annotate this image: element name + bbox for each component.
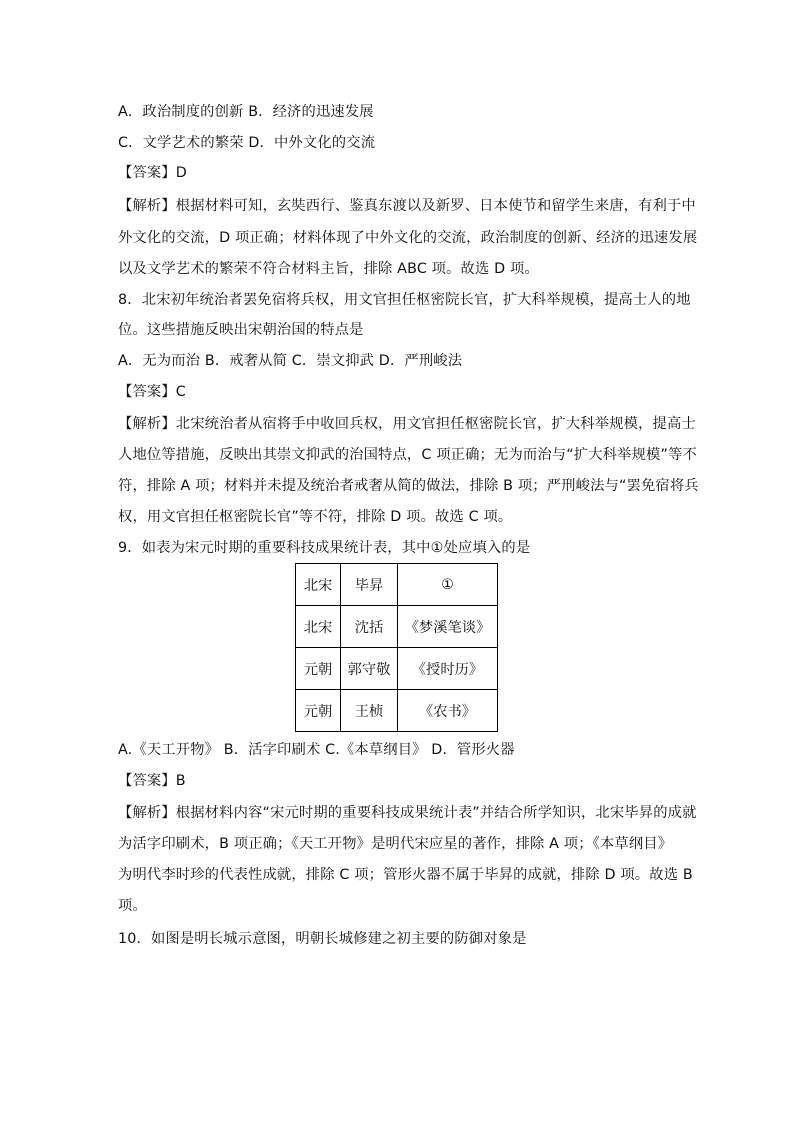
- q8-analysis-line: 符，排除 A 项；材料并未提及统治者戒奢从简的做法，排除 B 项；严刑峻法与“罢免宿将兵: [118, 478, 699, 494]
- table-row: [296, 690, 498, 732]
- table-row: [296, 606, 498, 648]
- q10-stem: 10．如图是明长城示意图，明朝长城修建之初主要的防御对象是: [118, 931, 527, 947]
- science-achievements-table: [295, 563, 498, 732]
- q8-stem-line: 8．北宋初年统治者罢免宿将兵权，用文官担任枢密院长官，扩大科举规模，提高士人的地: [118, 292, 691, 308]
- table-cell-person: 毕昇: [341, 564, 398, 606]
- q9-analysis-line: 项。: [118, 898, 147, 914]
- table-cell-dynasty: 北宋: [296, 564, 341, 606]
- q7-analysis-line: 以及文学艺术的繁荣不符合材料主旨，排除 ABC 项。故选 D 项。: [118, 261, 539, 277]
- table-cell-person: 王桢: [341, 690, 398, 732]
- q8-analysis-line: 【解析】北宋统治者从宿将手中收回兵权，用文官担任枢密院长官，扩大科举规模，提高士: [118, 416, 696, 432]
- q7-answer: 【答案】D: [118, 165, 187, 181]
- table-cell-dynasty: 元朝: [296, 690, 341, 732]
- table-cell-person: 郭守敬: [341, 648, 398, 690]
- table-cell-achievement: 《梦溪笔谈》: [398, 606, 498, 648]
- table-cell-achievement: ①: [398, 564, 498, 606]
- q9-stem: 9．如表为宋元时期的重要科技成果统计表，其中①处应填入的是: [118, 540, 531, 556]
- q8-analysis-line: 人地位等措施，反映出其崇文抑武的治国特点，C 项正确；无为而治与“扩大科举规模”等不: [118, 447, 697, 463]
- q9-analysis-line: 【解析】根据材料内容“宋元时期的重要科技成果统计表”并结合所学知识，北宋毕昇的成就: [118, 805, 697, 821]
- q8-stem-line: 位。这些措施反映出宋朝治国的特点是: [118, 322, 364, 338]
- q7-options-line1: A．政治制度的创新 B．经济的迅速发展: [118, 104, 374, 120]
- table-cell-achievement: 《授时历》: [398, 648, 498, 690]
- q7-analysis-line: 【解析】根据材料可知，玄奘西行、鉴真东渡以及新罗、日本使节和留学生来唐，有利于中: [118, 198, 696, 214]
- table-cell-dynasty: 北宋: [296, 606, 341, 648]
- q9-analysis-line: 为明代李时珍的代表性成就，排除 C 项；管形火器不属于毕昇的成就，排除 D 项。故选 B: [118, 867, 693, 883]
- q8-answer: 【答案】C: [118, 384, 186, 400]
- q8-options: A．无为而治 B．戒奢从简 C．崇文抑武 D．严刑峻法: [118, 353, 463, 369]
- q7-options-line2: C．文学艺术的繁荣 D．中外文化的交流: [118, 135, 376, 151]
- q9-analysis-line: 为活字印刷术，B 项正确；《天工开物》是明代宋应星的著作，排除 A 项；《本草纲目》: [118, 836, 673, 852]
- q9-answer: 【答案】B: [118, 773, 186, 789]
- table-row: [296, 564, 498, 606]
- table-cell-person: 沈括: [341, 606, 398, 648]
- table-cell-achievement: 《农书》: [398, 690, 498, 732]
- table-cell-dynasty: 元朝: [296, 648, 341, 690]
- q8-analysis-line: 权，用文官担任枢密院长官”等不符，排除 D 项。故选 C 项。: [118, 509, 513, 525]
- q7-analysis-line: 外文化的交流，D 项正确；材料体现了中外文化的交流，政治制度的创新、经济的迅速发展: [118, 230, 698, 246]
- q9-options: A.《天工开物》 B．活字印刷术 C.《本草纲目》 D．管形火器: [118, 742, 515, 758]
- table-row: [296, 648, 498, 690]
